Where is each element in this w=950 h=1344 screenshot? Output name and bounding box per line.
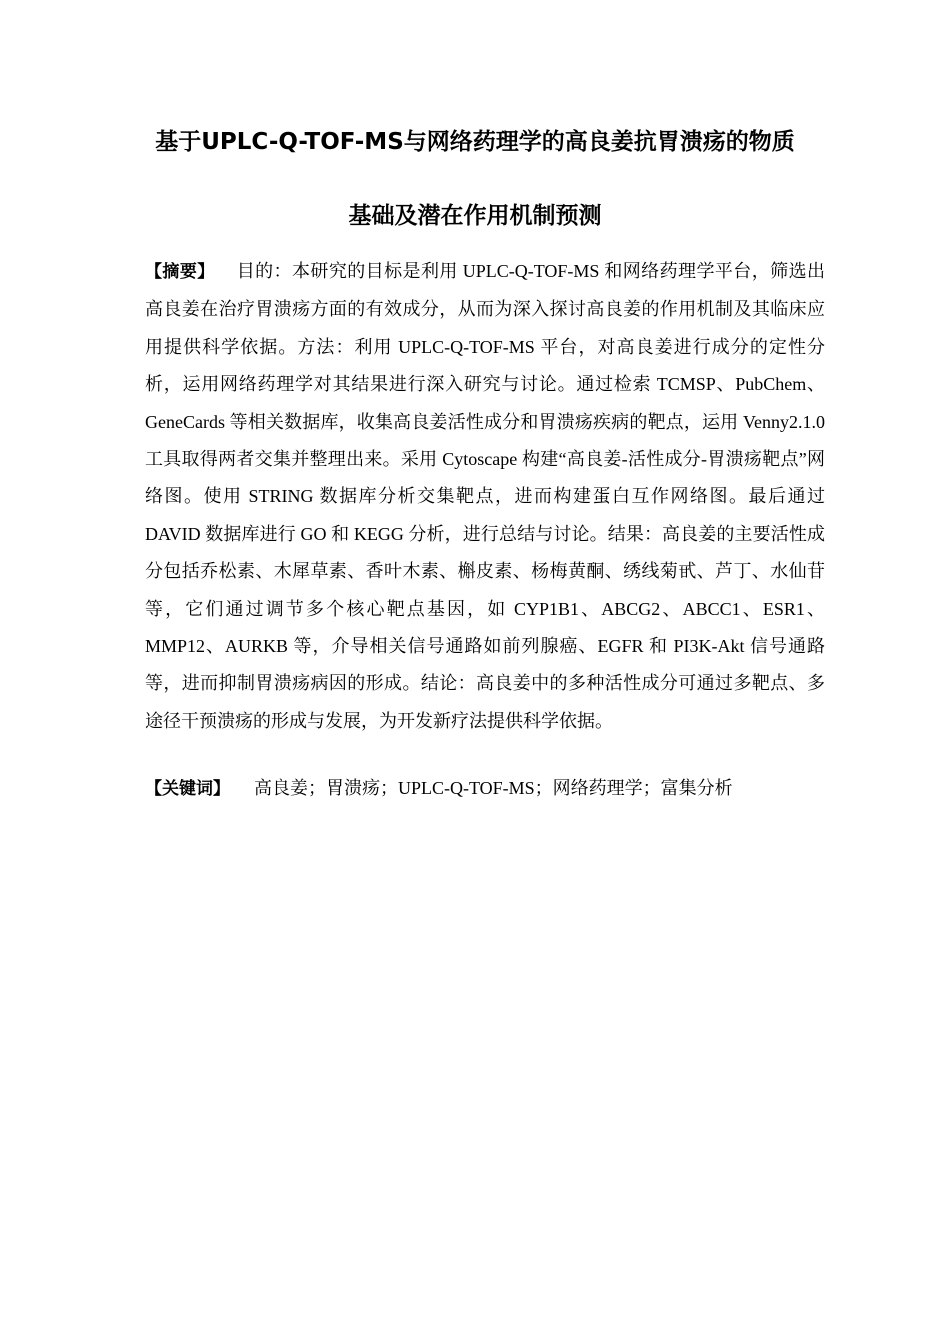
abstract-label: 【摘要】 — [145, 262, 215, 282]
paper-title-line-2: 基础及潜在作用机制预测 — [348, 203, 602, 229]
keywords-line — [145, 771, 825, 806]
keywords-text: 高良姜；胃溃疡；UPLC-Q-TOF-MS；网络药理学；富集分析 — [254, 778, 733, 798]
keywords-label: 【关键词】 — [145, 779, 230, 799]
paper-title-line-1: 基于UPLC-Q-TOF-MS与网络药理学的高良姜抗胃溃疡的物质 — [155, 129, 795, 155]
abstract-text: 目的：本研究的目标是利用 UPLC-Q-TOF-MS 和网络药理学平台，筛选出高良姜在治疗胃溃疡方面的有效成分，从而为深入探讨高良姜的作用机制及其临床应用提供科学依据。方法：利用 UPLC-Q-TOF-MS 平台，对高良姜进行成分的定性分析，运用网络药理学对其结果进行深入研究与讨论。通过检索 TCMSP、PubChem、GeneCards 等相关数据库，收集高良姜活性成分和胃溃疡疾病的靶点，运用 Venny2.1.0 工具取得两者交集并整理出来。采用 Cytoscape 构建“高良姜-活性成分-胃溃疡靶点”网络图。使用 STRING 数据库分析交集靶点，进而构建蛋白互作网络图。最后通过 DAVID 数据库进行 GO 和 KEGG 分析，进行总结与讨论。结果：高良姜的主要活性成分包括乔松素、木犀草素、香叶木素、槲皮素、杨梅黄酮、绣线菊甙、芦丁、水仙苷等，它们通过调节多个核心靶点基因，如 CYP1B1、ABCG2、ABCC1、ESR1、MMP12、AURKB 等，介导相关信号通路如前列腺癌、EGFR 和 PI3K-Akt 信号通路等，进而抑制胃溃疡病因的形成。结论：高良姜中的多种活性成分可通过多靶点、多途径干预溃疡的形成与发展，为开发新疗法提供科学依据。 — [145, 261, 826, 731]
abstract-paragraph — [145, 253, 825, 740]
